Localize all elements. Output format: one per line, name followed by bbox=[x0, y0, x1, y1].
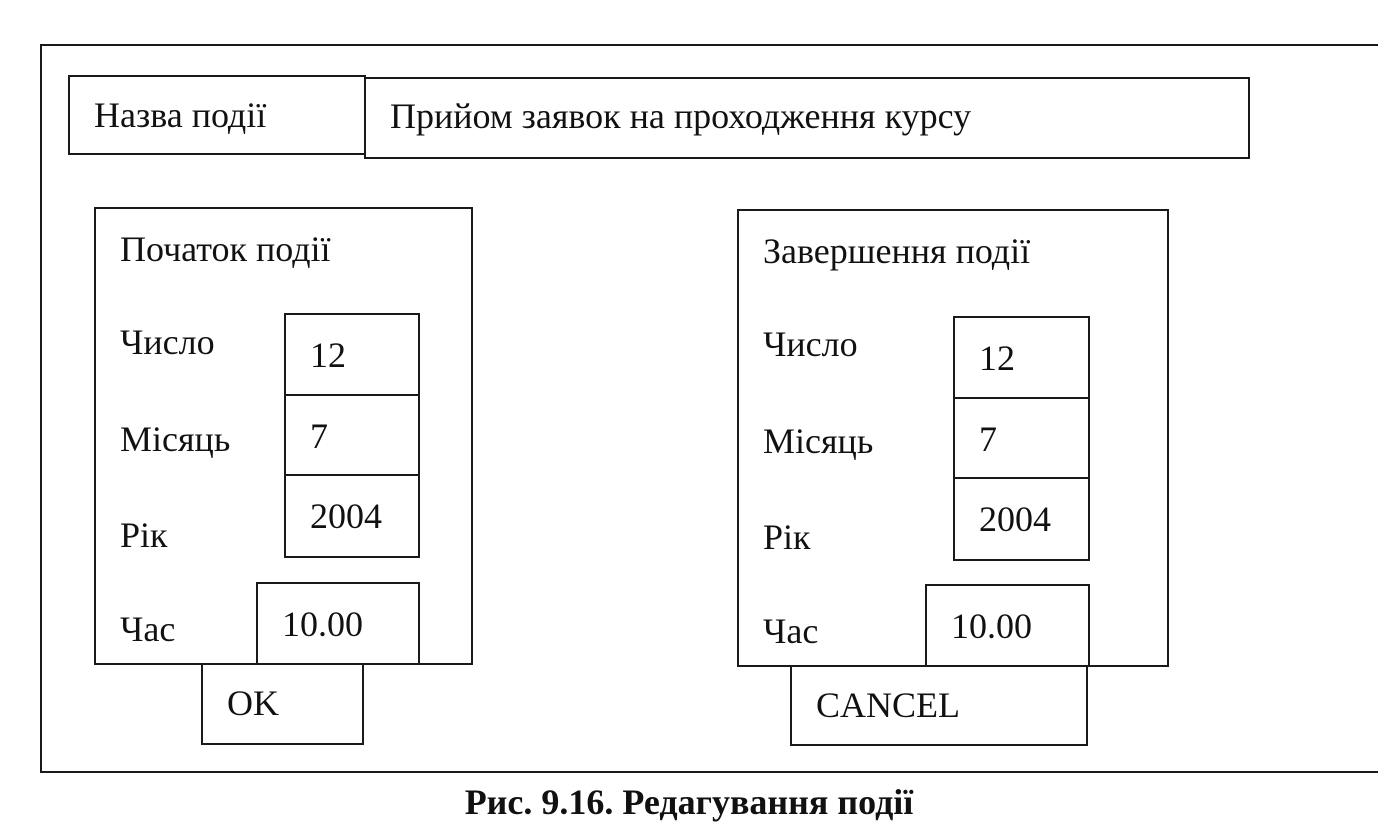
event-name-label: Назва події bbox=[94, 95, 267, 135]
start-month-label: Місяць bbox=[120, 419, 231, 459]
figure-caption: Рис. 9.16. Редагування події bbox=[464, 782, 914, 822]
event-name-value: Прийом заявок на проходження курсу bbox=[390, 96, 972, 136]
start-time-label: Час bbox=[120, 609, 176, 649]
start-day-value: 12 bbox=[310, 335, 346, 375]
end-year-value: 2004 bbox=[979, 499, 1051, 539]
start-year-label: Рік bbox=[120, 515, 168, 555]
event-name-label-cell bbox=[68, 75, 366, 155]
end-year-label: Рік bbox=[763, 517, 811, 557]
start-month-value: 7 bbox=[310, 416, 328, 456]
end-time-label: Час bbox=[763, 611, 819, 651]
start-year-field[interactable] bbox=[284, 474, 420, 558]
event-name-field[interactable] bbox=[364, 77, 1250, 159]
start-panel bbox=[94, 207, 473, 665]
start-day-field[interactable] bbox=[284, 313, 420, 396]
ok-button-label: OK bbox=[227, 683, 279, 723]
end-panel-title: Завершення події bbox=[763, 231, 1031, 271]
cancel-button-label: CANCEL bbox=[816, 685, 960, 725]
end-day-label: Число bbox=[763, 324, 858, 364]
end-panel bbox=[737, 209, 1169, 667]
end-month-value: 7 bbox=[979, 419, 997, 459]
end-time-field[interactable] bbox=[925, 584, 1090, 667]
cancel-button[interactable] bbox=[790, 665, 1088, 746]
end-month-field[interactable] bbox=[953, 397, 1090, 479]
end-day-value: 12 bbox=[979, 338, 1015, 378]
end-day-field[interactable] bbox=[953, 316, 1090, 399]
start-time-field[interactable] bbox=[256, 582, 420, 665]
end-year-field[interactable] bbox=[953, 477, 1090, 561]
end-month-label: Місяць bbox=[763, 421, 874, 461]
start-panel-title: Початок події bbox=[120, 229, 331, 269]
start-month-field[interactable] bbox=[284, 394, 420, 476]
ok-button[interactable] bbox=[201, 663, 364, 745]
end-time-value: 10.00 bbox=[951, 606, 1032, 646]
start-day-label: Число bbox=[120, 322, 215, 362]
start-year-value: 2004 bbox=[310, 496, 382, 536]
start-time-value: 10.00 bbox=[282, 604, 363, 644]
